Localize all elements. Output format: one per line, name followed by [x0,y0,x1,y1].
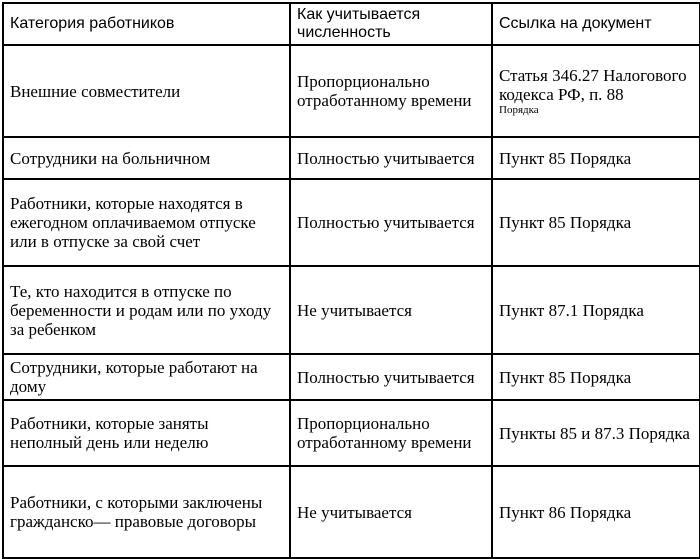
category-cell: Работники, которые находятся в ежегодном оплачиваемом отпуске или в отпуске за свой счет [3,179,290,266]
category-cell: Сотрудники, которые работают на дому [3,354,290,400]
reference-text: Статья 346.27 Налогового кодекса РФ, п. 88 [499,66,687,104]
counting-cell: Не учитывается [290,466,492,558]
employee-count-table [2,2,700,559]
table-row [3,400,700,466]
table-row [3,179,700,266]
header-row [3,3,700,45]
category-cell: Сотрудники на больничном [3,137,290,179]
table-row [3,354,700,400]
table-row [3,137,700,179]
header-reference: Ссылка на документ [492,3,700,45]
counting-cell: Полностью учитывается [290,137,492,179]
category-cell: Работники, с которыми заключены гражданско— правовые договоры [3,466,290,558]
reference-cell: Пункт 85 Порядка [492,137,700,179]
table-row [3,45,700,137]
counting-cell: Не учитывается [290,266,492,354]
reference-cell: Пункт 86 Порядка [492,466,700,558]
category-cell: Внешние совместители [3,45,290,137]
counting-cell: Полностью учитывается [290,179,492,266]
table-row [3,266,700,354]
reference-cell: Пункт 85 Порядка [492,354,700,400]
category-cell: Работники, которые заняты неполный день или неделю [3,400,290,466]
reference-cell: Пункт 87.1 Порядка [492,266,700,354]
category-cell: Те, кто находится в отпуске по беременности и родам или по уходу за ребенком [3,266,290,354]
reference-note: Порядка [499,104,539,116]
table-row [3,466,700,558]
counting-cell: Пропорционально отработанному времени [290,45,492,137]
reference-cell: Пункт 85 Порядка [492,179,700,266]
reference-cell: Пункты 85 и 87.3 Порядка [492,400,700,466]
counting-cell: Пропорционально отработанному времени [290,400,492,466]
header-category: Категория работников [3,3,290,45]
counting-cell: Полностью учитывается [290,354,492,400]
reference-cell [492,45,700,137]
header-counting: Как учитывается численность [290,3,492,45]
